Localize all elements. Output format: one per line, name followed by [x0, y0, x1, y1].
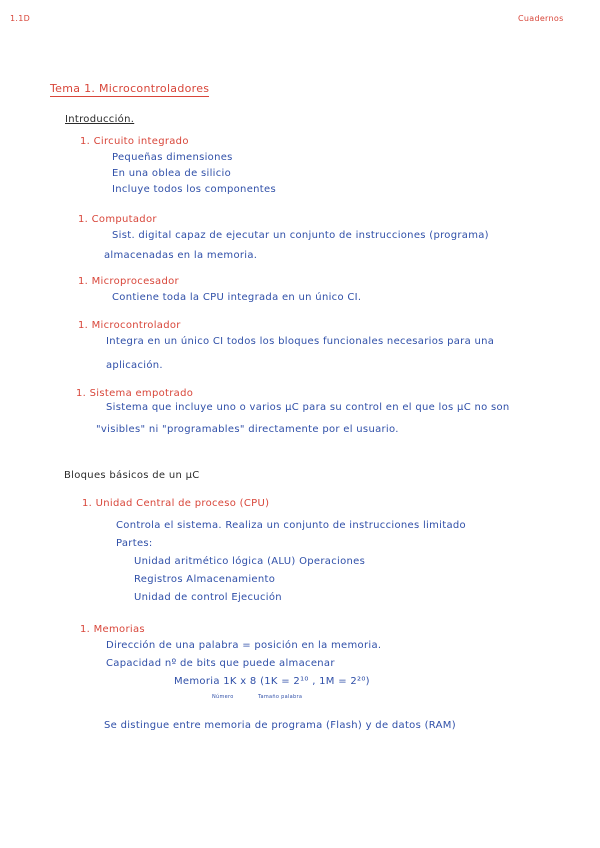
memorias-note-numero: Número	[212, 694, 234, 700]
memorias-line-2: Capacidad nº de bits que puede almacenar	[106, 658, 335, 669]
section-heading-cpu: 1. Unidad Central de proceso (CPU)	[82, 498, 270, 509]
computador-line-1: Sist. digital capaz de ejecutar un conjunto de instrucciones (programa)	[112, 230, 489, 241]
section-heading-circuito: 1. Circuito integrado	[80, 136, 189, 147]
section-heading-microprocesador: 1. Microprocesador	[78, 276, 179, 287]
cpu-line-1: Controla el sistema. Realiza un conjunto de instrucciones limitado	[116, 520, 466, 531]
course-label: Cuadernos	[518, 14, 564, 23]
microcontrolador-line-1: Integra en un único CI todos los bloques funcionales necesarios para una	[106, 336, 495, 347]
page-title: Tema 1. Microcontroladores	[50, 82, 210, 95]
intro-heading: Introducción.	[65, 114, 135, 125]
circuito-line-2: En una oblea de silicio	[112, 168, 232, 179]
microcontrolador-line-2: aplicación.	[106, 360, 163, 371]
section-heading-computador: 1. Computador	[78, 214, 157, 225]
memorias-line-3: Memoria 1K x 8 (1K = 2¹⁰ , 1M = 2²⁰)	[174, 676, 370, 687]
circuito-line-3: Incluye todos los componentes	[112, 184, 276, 195]
section-heading-memorias: 1. Memorias	[80, 624, 145, 635]
memorias-note-tamano: Tamaño palabra	[258, 694, 303, 700]
cpu-part-2: Registros Almacenamiento	[134, 574, 276, 585]
circuito-line-1: Pequeñas dimensiones	[112, 152, 233, 163]
cpu-part-3: Unidad de control Ejecución	[134, 592, 282, 603]
bloques-heading: Bloques básicos de un μC	[64, 470, 200, 481]
memorias-line-1: Dirección de una palabra = posición en la memoria.	[106, 640, 382, 651]
cpu-line-2: Partes:	[116, 538, 153, 549]
computador-line-2: almacenadas en la memoria.	[104, 250, 258, 261]
cpu-part-1: Unidad aritmético lógica (ALU) Operaciones	[134, 556, 366, 567]
section-heading-microcontrolador: 1. Microcontrolador	[78, 320, 181, 331]
page-number: 1.1D	[10, 14, 31, 23]
memorias-line-4: Se distingue entre memoria de programa (Flash) y de datos (RAM)	[104, 720, 456, 731]
microprocesador-line-1: Contiene toda la CPU integrada en un único CI.	[112, 292, 362, 303]
sistema-line-1: Sistema que incluye uno o varios μC para su control en el que los μC no son	[106, 402, 510, 413]
sistema-line-2: "visibles" ni "programables" directamente por el usuario.	[96, 424, 399, 435]
section-heading-sistema-empotrado: 1. Sistema empotrado	[76, 388, 194, 399]
